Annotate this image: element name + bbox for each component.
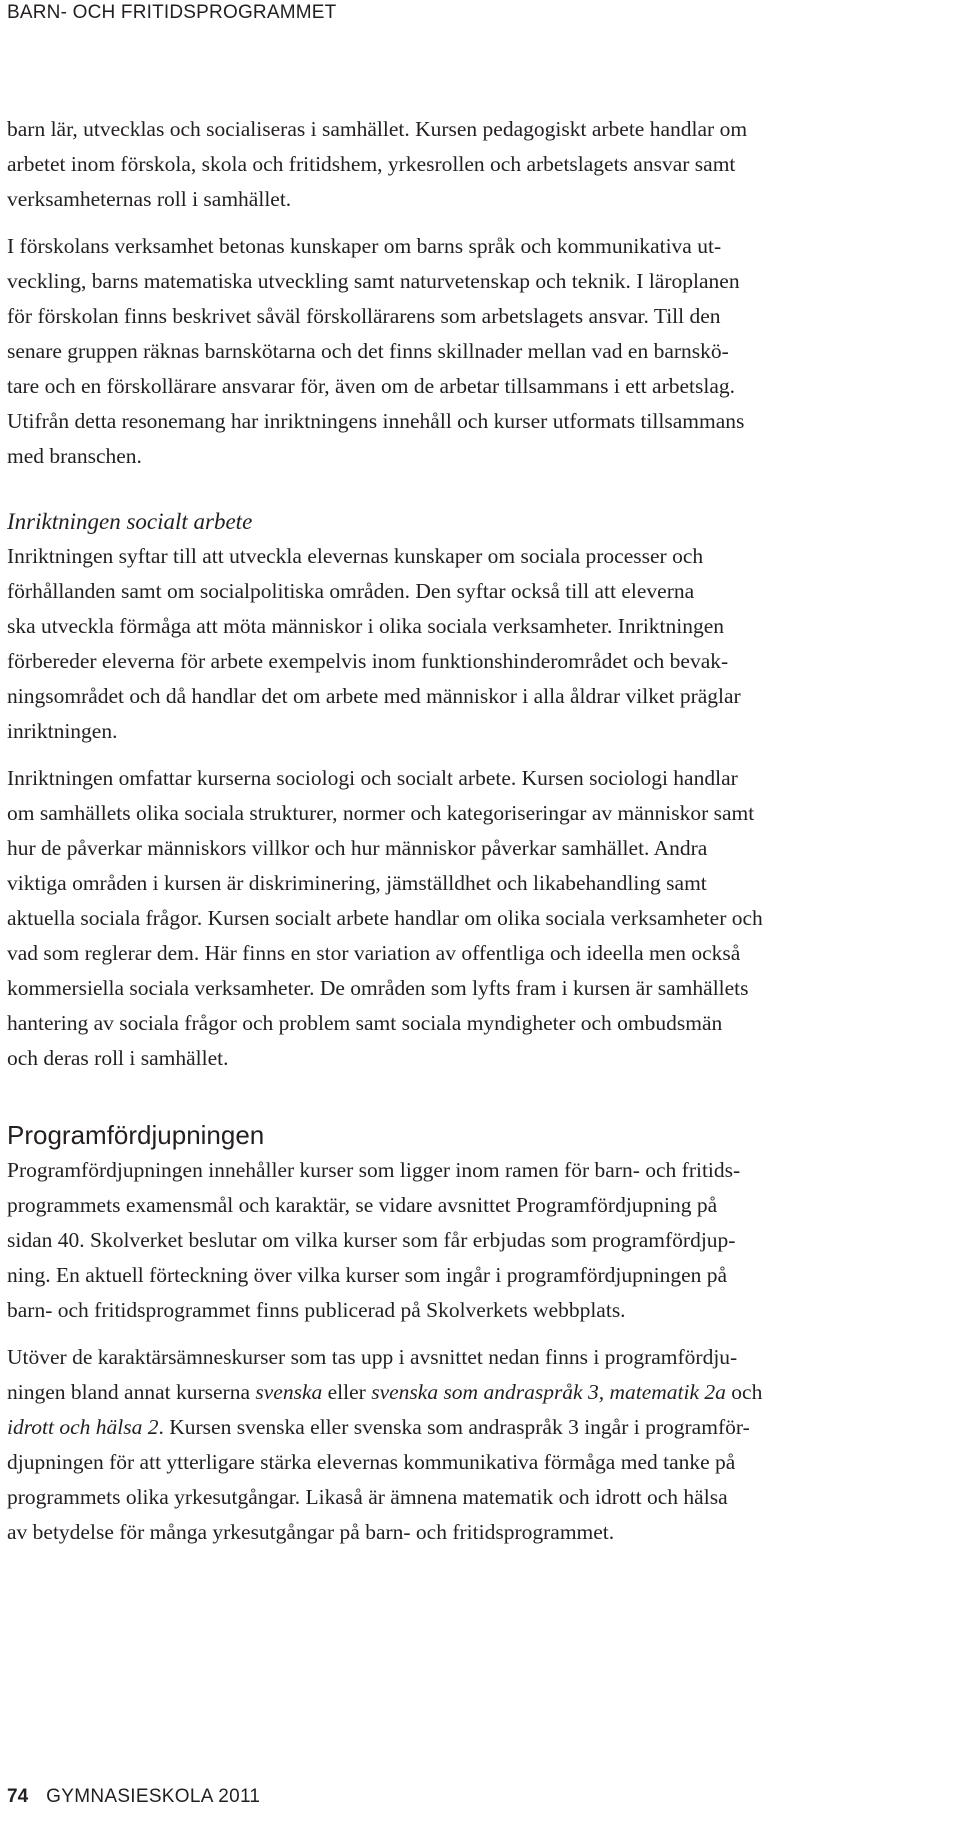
text-line: Utöver de karaktärsämneskurser som tas upp i avsnittet nedan finns i programfördju- [7,1345,738,1369]
text-line: djupningen för att ytterligare stärka elevernas kommunikativa förmåga med tanke på [7,1450,736,1474]
text-line: viktiga områden i kursen är diskriminering, jämställdhet och likabehandling samt [7,871,707,895]
text-segment: eller [322,1380,372,1404]
text-line: Inriktningen omfattar kurserna sociologi och socialt arbete. Kursen sociologi handlar [7,766,738,790]
page-footer [7,1786,260,1808]
text-line: för förskolan finns beskrivet såväl förskollärarens som arbetslagets ansvar. Till den [7,304,721,328]
text-line: om samhällets olika sociala strukturer, normer och kategoriseringar av människor samt [7,801,755,825]
course-name-idrott-halsa: idrott och hälsa 2 [7,1415,159,1439]
text-line: inriktningen. [7,719,118,743]
text-line: I förskolans verksamhet betonas kunskaper om barns språk och kommunikativa ut- [7,234,722,258]
text-line [7,1410,907,1445]
text-line: ning. En aktuell förteckning över vilka kurser som ingår i programfördjupningen på [7,1263,728,1287]
text-line: vad som reglerar dem. Här finns en stor variation av offentliga och ideella men också [7,941,741,965]
text-line: verksamheternas roll i samhället. [7,187,292,211]
text-line: hantering av sociala frågor och problem samt sociala myndigheter och ombudsmän [7,1011,723,1035]
text-segment: ningen bland annat kurserna [7,1380,256,1404]
paragraph-inriktningen-omfattar [7,761,907,1076]
text-line: programmets examensmål och karaktär, se vidare avsnittet Programfördjupning på [7,1193,718,1217]
paragraph-programfordjupningen [7,1153,907,1328]
text-line: förbereder eleverna för arbete exempelvis inom funktionshinderområdet och bevak- [7,649,729,673]
section-heading-programfordjupningen: Programfördjupningen [7,1120,265,1150]
text-segment: och [725,1380,763,1404]
course-name-svenska: svenska [255,1380,323,1404]
text-line: ska utveckla förmåga att möta människor i olika sociala verksamheter. Inriktningen [7,614,725,638]
text-line: aktuella sociala frågor. Kursen socialt arbete handlar om olika sociala verksamheter och [7,906,763,930]
subheading-socialt-arbete: Inriktningen socialt arbete [7,509,253,534]
text-line: tare och en förskollärare ansvarar för, även om de arbetar tillsammans i ett arbetslag. [7,374,736,398]
text-line: ningsområdet och då handlar det om arbete med människor i alla åldrar vilket präglar [7,684,741,708]
paragraph-utover [7,1340,907,1550]
text-line: av betydelse för många yrkesutgångar på barn- och fritidsprogrammet. [7,1520,615,1544]
text-line: veckling, barns matematiska utveckling samt naturvetenskap och teknik. I läroplanen [7,269,740,293]
text-line: barn lär, utvecklas och socialiseras i samhället. Kursen pedagogiskt arbete handlar om [7,117,748,141]
paragraph-forskolans-verksamhet [7,229,907,474]
page-number: 74 [7,1786,29,1807]
text-line: arbetet inom förskola, skola och fritidshem, yrkesrollen och arbetslagets ansvar samt [7,152,736,176]
text-line: Utifrån detta resonemang har inriktningens innehåll och kurser utformats tillsammans [7,409,745,433]
text-line: med branschen. [7,444,142,468]
text-line: barn- och fritidsprogrammet finns publicerad på Skolverkets webbplats. [7,1298,626,1322]
paragraph-pedagogiskt-arbete [7,112,907,217]
paragraph-inriktningen-syftar [7,539,907,749]
course-name-svenska-andrasprak-matematik: svenska som andraspråk 3, matematik 2a [371,1380,726,1404]
text-line: förhållanden samt om socialpolitiska områden. Den syftar också till att eleverna [7,579,695,603]
text-line [7,1375,907,1410]
text-line: kommersiella sociala verksamheter. De områden som lyfts fram i kursen är samhällets [7,976,749,1000]
text-line: programmets olika yrkesutgångar. Likaså är ämnena matematik och idrott och hälsa [7,1485,728,1509]
publication-title: GYMNASIESKOLA 2011 [46,1786,261,1807]
text-line: Inriktningen syftar till att utveckla elevernas kunskaper om sociala processer och [7,544,704,568]
text-line: sidan 40. Skolverket beslutar om vilka kurser som får erbjudas som programfördjup- [7,1228,736,1252]
text-segment: . Kursen svenska eller svenska som andraspråk 3 ingår i programför- [158,1415,750,1439]
text-line: hur de påverkar människors villkor och hur människor påverkar samhället. Andra [7,836,708,860]
text-line: Programfördjupningen innehåller kurser som ligger inom ramen för barn- och fritids- [7,1158,741,1182]
page-body [7,112,907,1550]
text-line: senare gruppen räknas barnskötarna och det finns skillnader mellan vad en barnskö- [7,339,729,363]
running-head: BARN- OCH FRITIDSPROGRAMMET [7,2,337,23]
text-line: och deras roll i samhället. [7,1046,229,1070]
